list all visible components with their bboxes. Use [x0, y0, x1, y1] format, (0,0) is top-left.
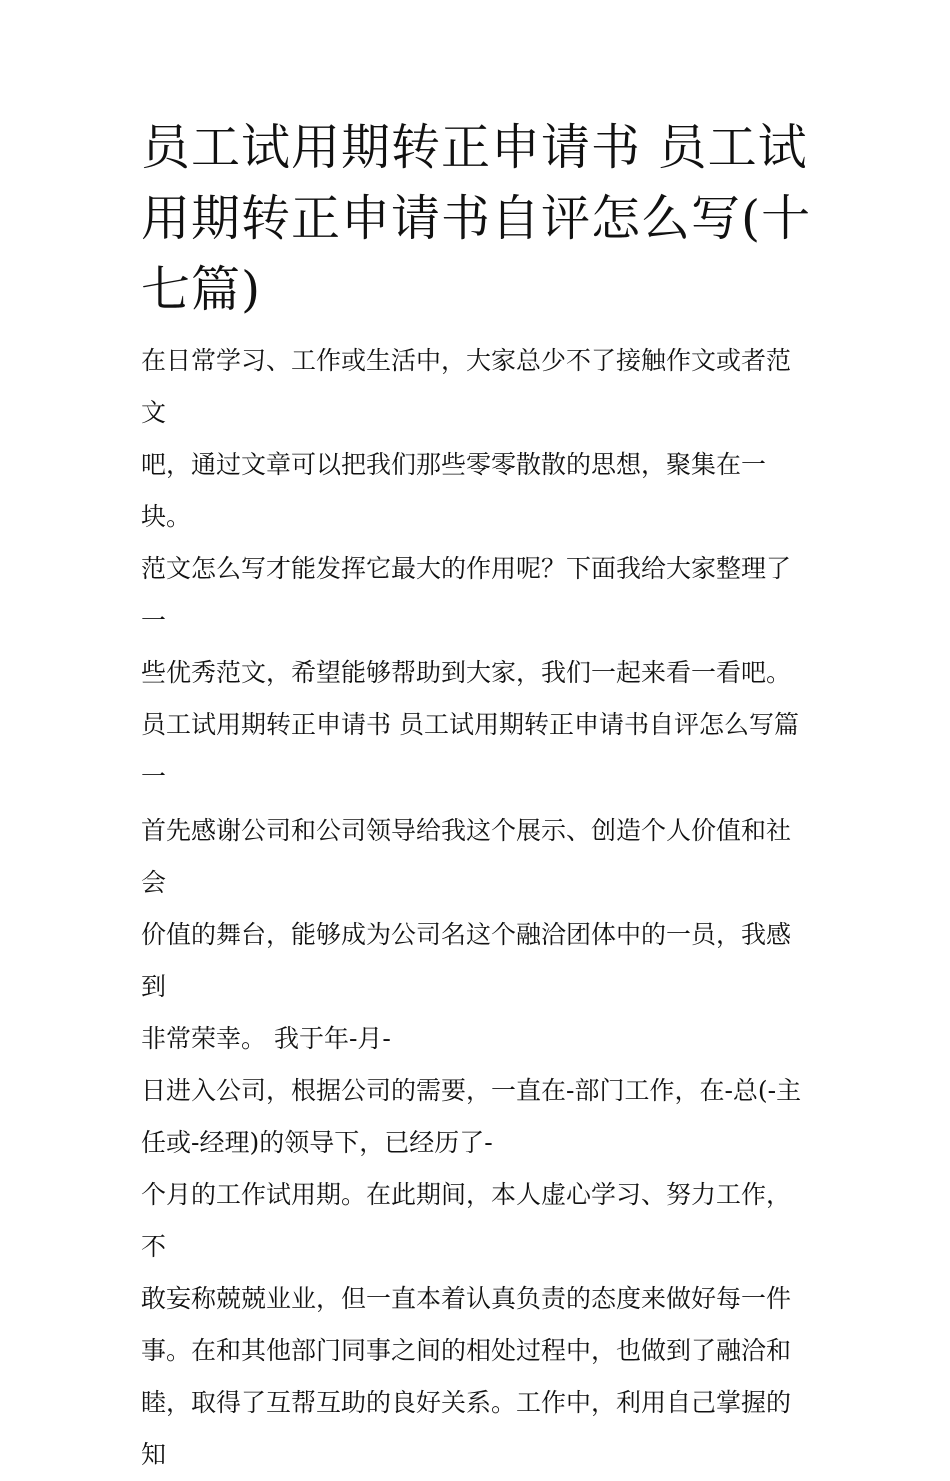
intro-paragraph: 在日常学习、工作或生活中，大家总少不了接触作文或者范文 吧，通过文章可以把我们那些零零散散的思想，聚集在一块。 范文怎么写才能发挥它最大的作用呢？下面我给大家整理了一 些优秀范文，希望能够帮助到大家，我们一起来看一看吧。: [141, 346, 792, 687]
section-heading: 员工试用期转正申请书 员工试用期转正申请书自评怎么写篇 一: [141, 710, 799, 791]
body-paragraph-3: 个月的工作试用期。在此期间，本人虚心学习、努力工作，不 敢妄称兢兢业业，但一直本着认真负责的态度来做好每一件 事。在和其他部门同事之间的相处过程中，也做到了融洽和 睦，取得了互帮互助的良好关系。工作中，利用自己掌握的知: [141, 1180, 792, 1469]
document-title: 员工试用期转正申请书 员工试 用期转正申请书自评怎么写(十 七篇): [141, 119, 812, 318]
body-paragraph-1: 首先感谢公司和公司领导给我这个展示、创造个人价值和社会 价值的舞台，能够成为公司名这个融洽团体中的一员，我感到 非常荣幸。 我于年-月-: [141, 816, 792, 1053]
document-page: [141, 112, 813, 1481]
body-paragraph-2: 日进入公司，根据公司的需要，一直在-部门工作，在-总(-主 任或-经理)的领导下，已经历了-: [141, 1076, 802, 1157]
